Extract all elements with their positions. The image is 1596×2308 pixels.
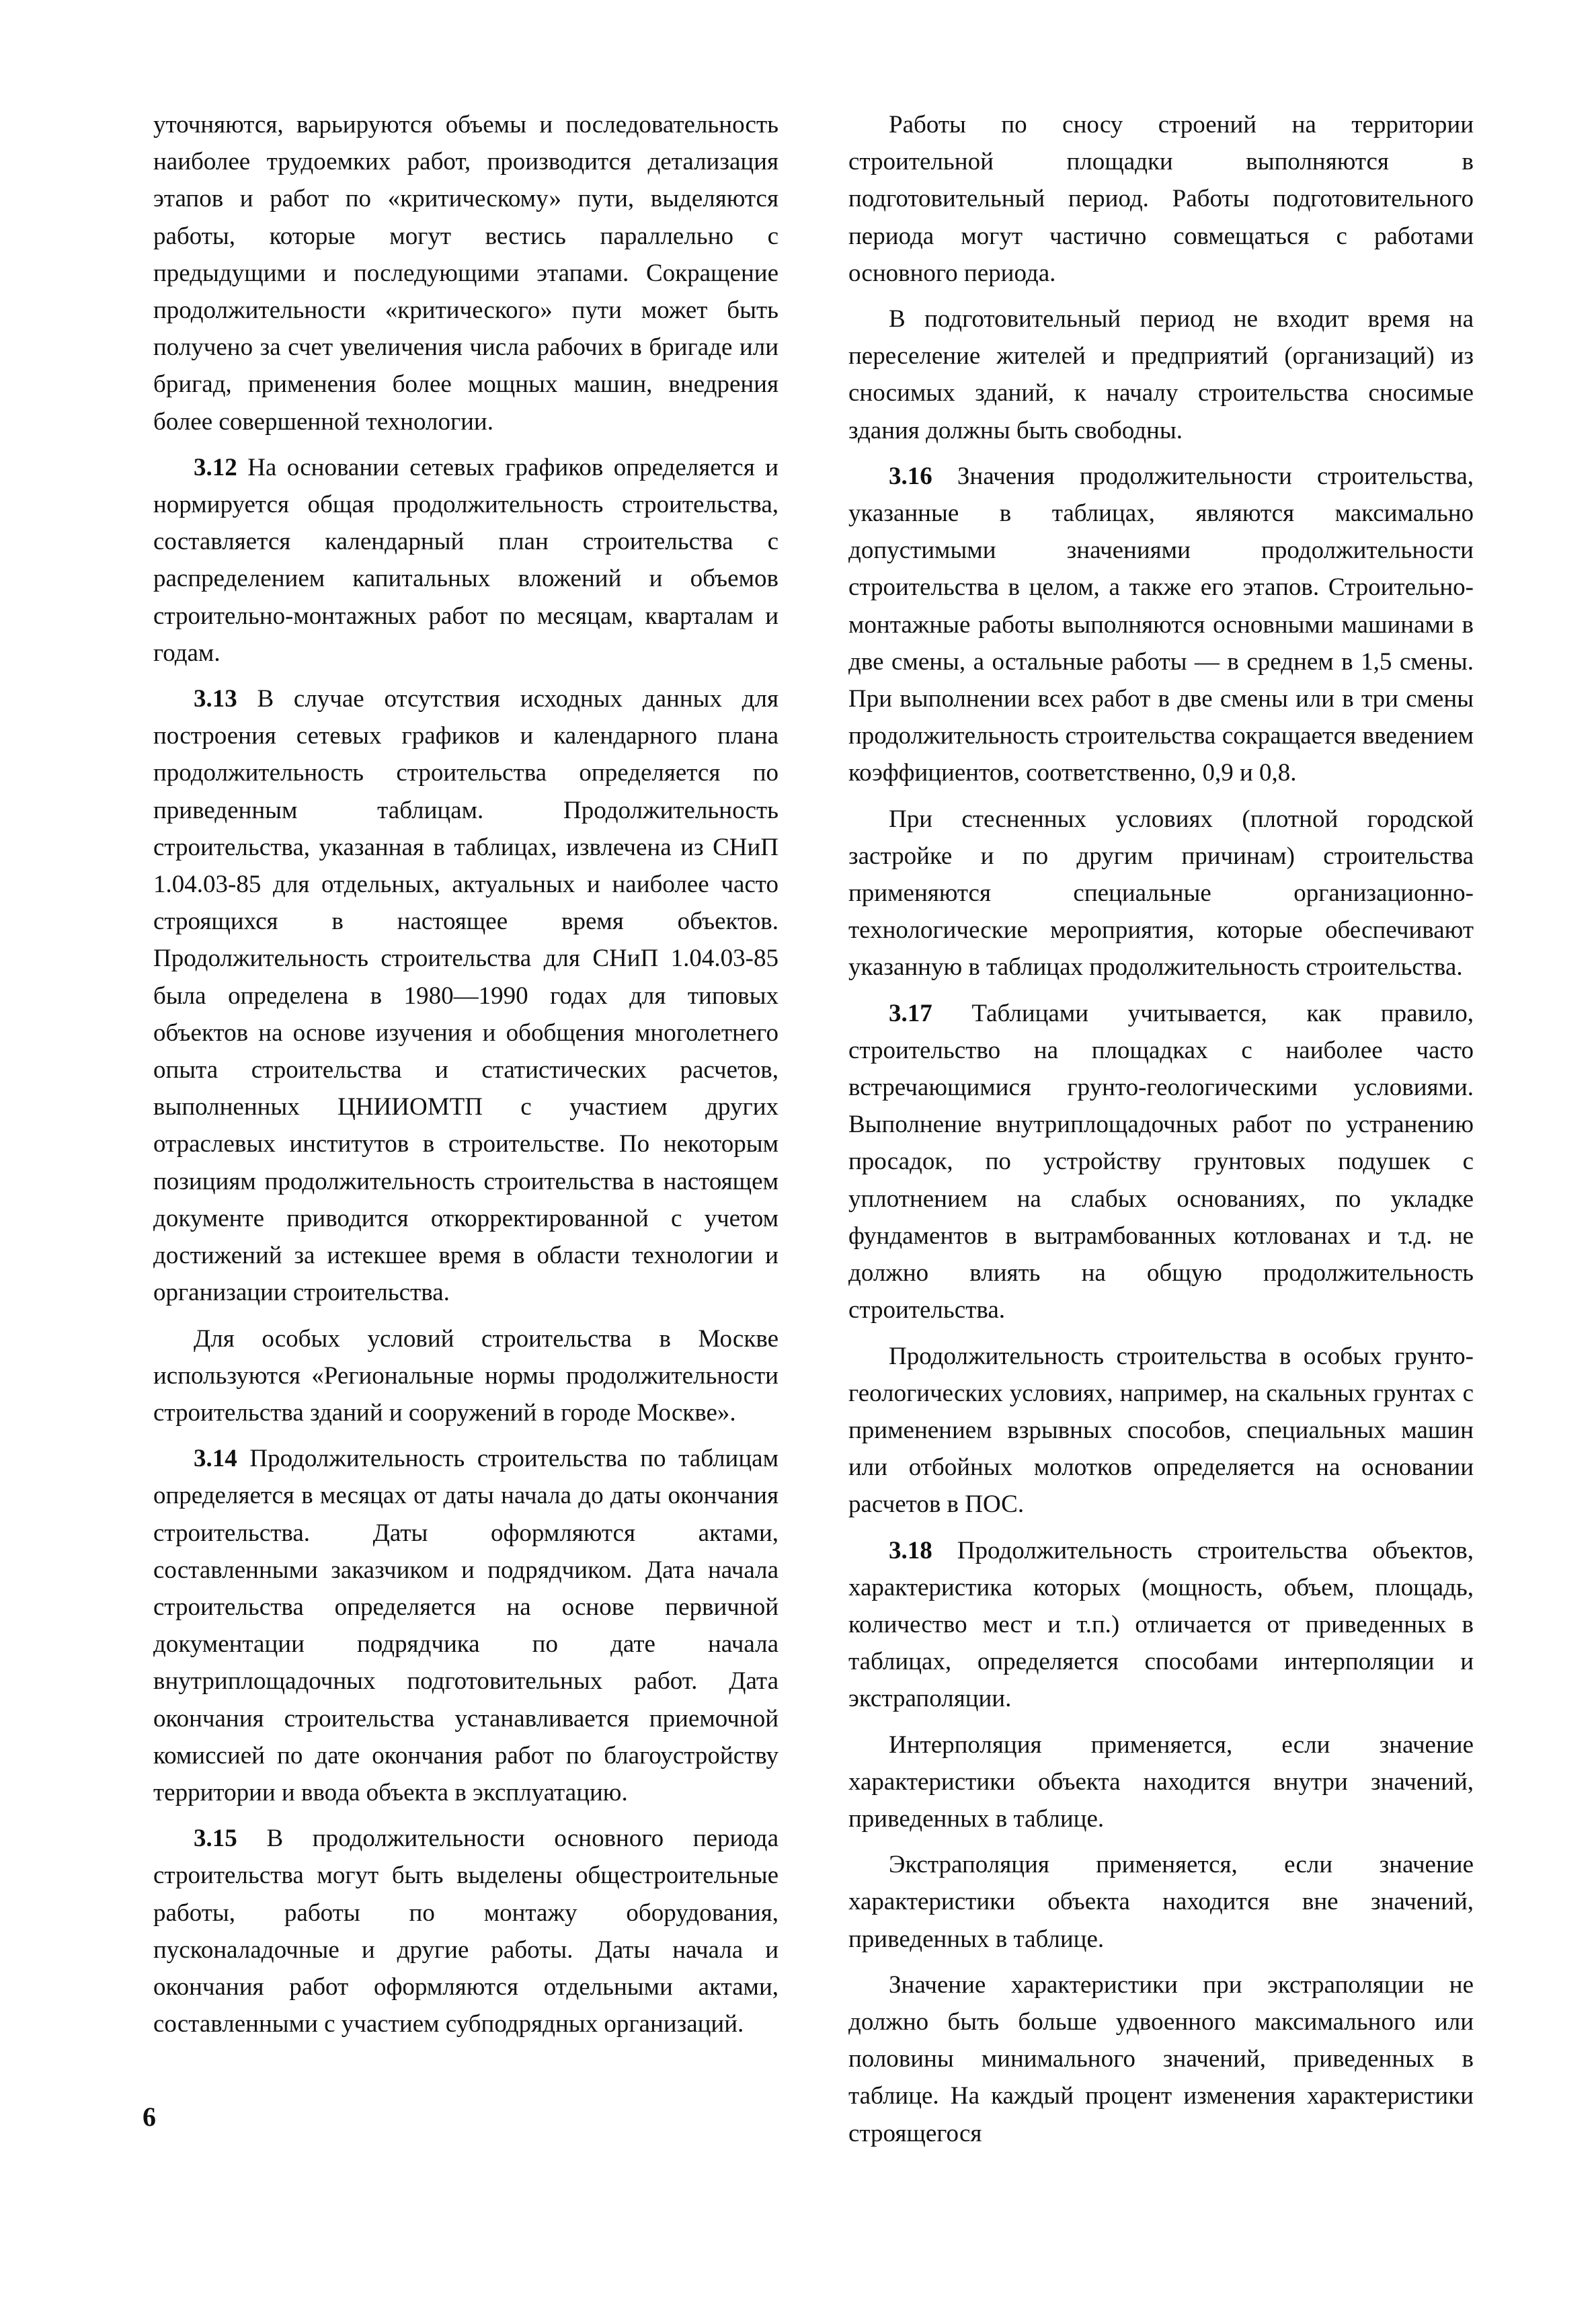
paragraph-3-18: 3.18 Продолжительность строительства объектов, характеристика которых (мощность, объем, площадь, количество мест и т.п.) отличается от приведенных в таблицах, определяется способами интерполяции и экстраполяции. bbox=[848, 1536, 1474, 1713]
section-number: 3.15 bbox=[194, 1825, 237, 1853]
paragraph-3-12: 3.12 На основании сетевых графиков определяется и нормируется общая продолжительность строительства, составляется календарный план строительства с распределением капитальных вложений и объемов строительно-монтажных работ по месяцам, кварталам и годам. bbox=[153, 453, 779, 667]
section-number: 3.17 bbox=[889, 999, 932, 1027]
paragraph: Интерполяция применяется, если значение характеристики объекта находится внутри значений, приведенных в таблице. bbox=[848, 1730, 1474, 1833]
section-number: 3.18 bbox=[889, 1536, 932, 1564]
paragraph-3-15: 3.15 В продолжительности основного периода строительства могут быть выделены общестроительные работы, работы по монтажу оборудования, пусконаладочные и другие работы. Даты начала и окончания работ оформляются отдельными актами, составленными с участием субподрядных организаций. bbox=[153, 1825, 779, 2038]
section-number: 3.13 bbox=[194, 685, 237, 713]
paragraph-3-14: 3.14 Продолжительность строительства по таблицам определяется в месяцах от даты начала до даты окончания строительства. Даты оформляются актами, составленными заказчиком и подрядчиком. Дата начала строительства определяется на основе первичной документации подрядчика по дате начала внутриплощадочных подготовительных работ. Дата окончания строительства устанавливается приемочной комиссией по дате окончания работ по благоустройству территории и ввода объекта в эксплуатацию. bbox=[153, 1445, 779, 1806]
paragraph: Продолжительность строительства в особых грунто-геологических условиях, например, на скальных грунтах с применением взрывных способов, специальных машин или отбойных молотков определяется на основании расчетов в ПОС. bbox=[848, 1342, 1474, 1519]
paragraph-3-16: 3.16 Значения продолжительности строительства, указанные в таблицах, являются максимально допустимыми значениями продолжительности строительства в целом, а также его этапов. Строительно-монтажные работы выполняются основными машинами в две смены, а остальные работы — в среднем в 1,5 смены. При выполнении всех работ в две смены или в три смены продолжительность строительства сокращается введением коэффициентов, соответственно, 0,9 и 0,8. bbox=[848, 462, 1474, 787]
paragraph: Работы по сносу строений на территории строительной площадки выполняются в подготовительный период. Работы подготовительного периода могут частично совмещаться с работами основного периода. bbox=[848, 111, 1474, 287]
paragraph: В подготовительный период не входит время на переселение жителей и предприятий (организаций) из сносимых зданий, к началу строительства сносимые здания должны быть свободны. bbox=[848, 305, 1474, 444]
paragraph-3-17: 3.17 Таблицами учитывается, как правило, строительство на площадках с наиболее часто встречающимися грунто-геологическими условиями. Выполнение внутриплощадочных работ по устранению просадок, по устройству грунтовых подушек с уплотнением на слабых основаниях, по укладке фундаментов в вытрамбованных котлованах и т.д. не должно влиять на общую продолжительность строительства. bbox=[848, 999, 1474, 1324]
section-number: 3.12 bbox=[194, 453, 237, 481]
paragraph: уточняются, варьируются объемы и последовательность наиболее трудоемких работ, производится детализация этапов и работ по «критическому» пути, выделяются работы, которые могут вестись параллельно с предыдущими и последующими этапами. Сокращение продолжительности «критического» пути может быть получено за счет увеличения числа рабочих в бригаде или бригад, применения более мощных машин, внедрения более совершенной технологии. bbox=[153, 111, 779, 436]
section-number: 3.16 bbox=[889, 462, 932, 490]
paragraph: Значение характеристики при экстраполяции не должно быть больше удвоенного максимального или половины минимального значений, приведенных в таблице. На каждый процент изменения характеристики строящегося bbox=[848, 1971, 1474, 2147]
paragraph: Экстраполяция применяется, если значение характеристики объекта находится вне значений, приведенных в таблице. bbox=[848, 1851, 1474, 1953]
left-column bbox=[153, 106, 779, 2042]
right-column bbox=[848, 106, 1474, 2152]
paragraph-3-13: 3.13 В случае отсутствия исходных данных для построения сетевых графиков и календарного плана продолжительность строительства определяется по приведенным таблицам. Продолжительность строительства, указанная в таблицах, извлечена из СНиП 1.04.03-85 для отдельных, актуальных и наиболее часто строящихся в настоящее время объектов. Продолжительность строительства для СНиП 1.04.03-85 была определена в 1980—1990 годах для типовых объектов на основе изучения и обобщения многолетнего опыта строительства и статистических расчетов, выполненных ЦНИИОМТП с участием других отраслевых институтов в строительстве. По некоторым позициям продолжительность строительства в настоящем документе приводится откорректированной с учетом достижений за истекшее время в области технологии и организации строительства. bbox=[153, 685, 779, 1307]
paragraph: Для особых условий строительства в Москве используются «Региональные нормы продолжительности строительства зданий и сооружений в городе Москве». bbox=[153, 1324, 779, 1427]
section-number: 3.14 bbox=[194, 1445, 237, 1473]
paragraph: При стесненных условиях (плотной городской застройке и по другим причинам) строительства применяются специальные организационно-технологические мероприятия, которые обеспечивают указанную в таблицах продолжительность строительства. bbox=[848, 805, 1474, 982]
page-number: 6 bbox=[143, 2102, 156, 2132]
